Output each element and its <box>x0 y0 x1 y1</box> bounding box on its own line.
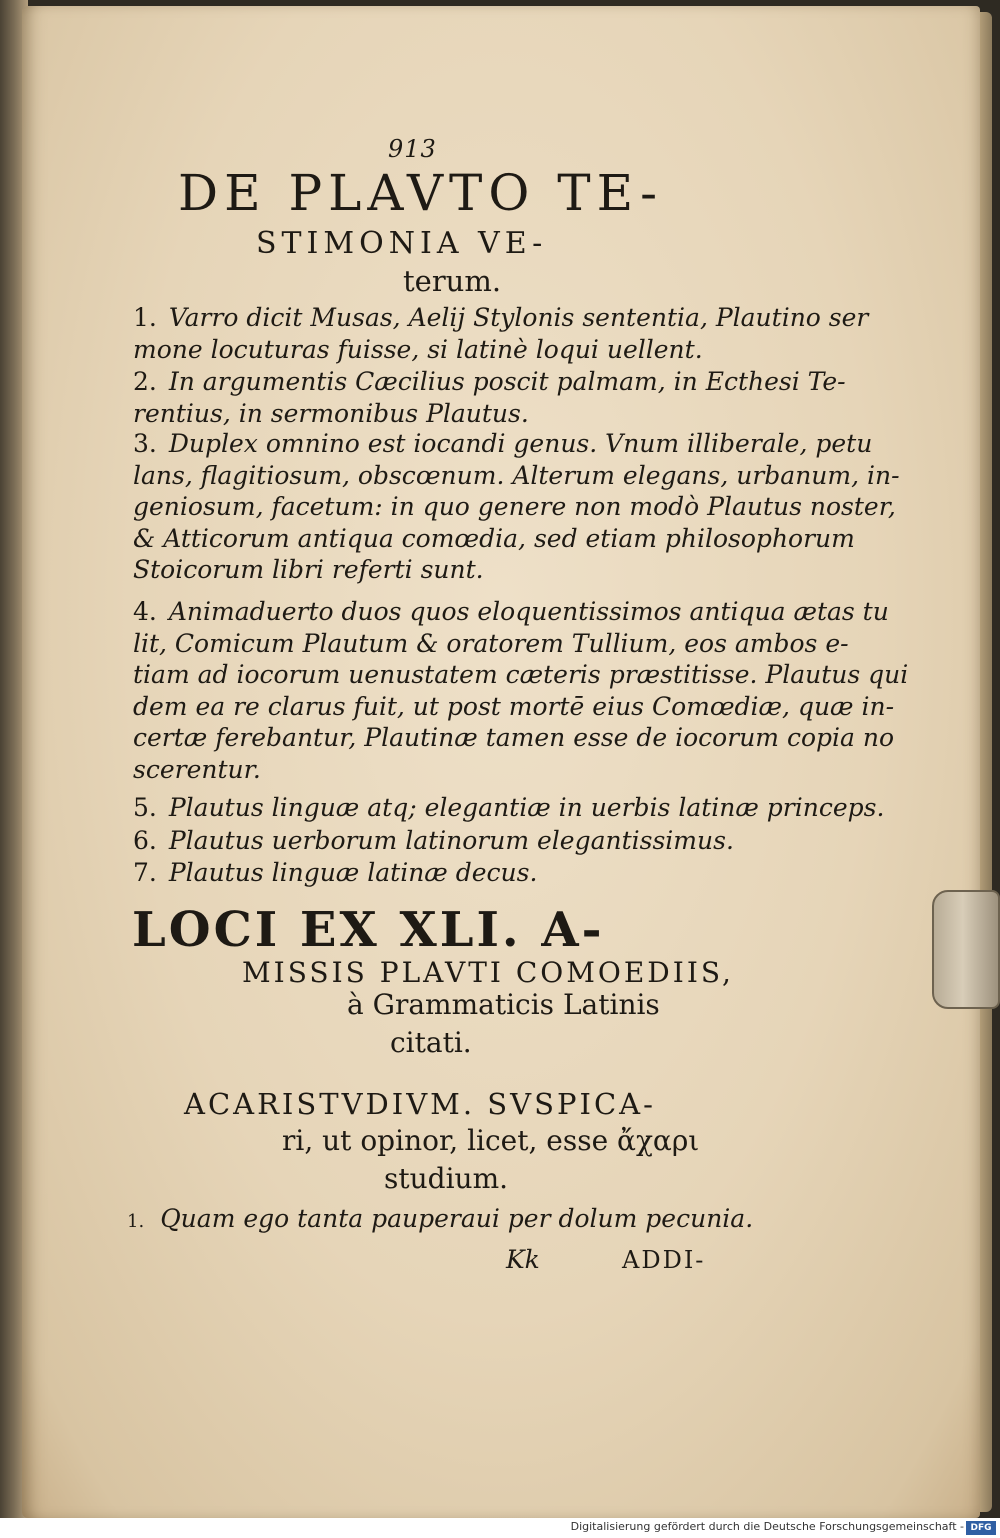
signature-mark: Kk <box>506 1245 540 1274</box>
testimonium-line: Plautus uerborum latinorum elegantissimus. <box>168 826 734 855</box>
quotation-number: 1. <box>127 1211 145 1232</box>
testimonium-6 <box>133 825 733 857</box>
testimonium-line: Varro dicit Musas, Aelij Stylonis sententia, Plautino ser <box>168 303 869 332</box>
testimonium-line: Duplex omnino est iocandi genus. Vnum illiberale, petu <box>168 429 873 458</box>
testimonium-number: 4. <box>133 597 157 626</box>
testimonium-line: certæ ferebantur, Plautinæ tamen esse de iocorum copia no <box>133 723 894 752</box>
testimonium-3 <box>133 428 900 586</box>
testimonium-number: 2. <box>133 367 157 396</box>
quotation-1 <box>127 1204 753 1233</box>
testimonium-line: tiam ad iocorum uenustatem cæteris præstitisse. Plautus qui <box>133 660 909 689</box>
testimonium-line: dem ea re clarus fuit, ut post mortē eius Comœdiæ, quæ in- <box>133 691 895 721</box>
testimonium-line: Plautus linguæ latinæ decus. <box>168 858 538 887</box>
testimonium-line: lans, flagitiosum, obscœnum. Alterum elegans, urbanum, in- <box>133 460 900 490</box>
page-number: 913 <box>388 135 437 163</box>
testimonium-line: Animaduerto duos quos eloquentissimos antiqua ætas tu <box>168 597 889 626</box>
testimonium-number: 6. <box>133 826 157 855</box>
testimonium-line: Plautus linguæ atq; elegantiæ in uerbis latinæ princeps. <box>168 793 885 822</box>
testimonium-number: 5. <box>133 793 157 822</box>
subheading-acaristudium: ACARISTVDIVM. SVSPICA- <box>184 1087 656 1121</box>
testimonium-number: 7. <box>133 858 157 887</box>
subheading-acaristudium-line-3: studium. <box>384 1162 509 1195</box>
funding-credit: Digitalisierung gefördert durch die Deutsche Forschungsgemeinschaft - <box>570 1520 964 1533</box>
testimonium-line: lit, Comicum Plautum & oratorem Tullium, eos ambos e- <box>133 628 849 658</box>
testimonium-line: rentius, in sermonibus Plautus. <box>133 398 529 428</box>
testimonium-line: mone locuturas fuisse, si latinè loqui uellent. <box>133 334 703 364</box>
section-heading-loci-line-4: citati. <box>390 1026 472 1059</box>
testimonium-5 <box>133 792 885 824</box>
testimonium-2 <box>133 366 846 429</box>
heading-line-2: STIMONIA VE- <box>256 226 548 261</box>
testimonium-7 <box>133 857 733 889</box>
catchword: ADDI- <box>622 1246 706 1274</box>
testimonium-line: In argumentis Cæcilius poscit palmam, in Ecthesi Te- <box>168 367 846 396</box>
testimonium-number: 1. <box>133 303 157 332</box>
section-heading-loci-line-3: à Grammaticis Latinis <box>347 988 660 1021</box>
testimonium-line: scerentur. <box>133 754 261 784</box>
section-heading-loci-line-2: MISSIS PLAVTI COMOEDIIS, <box>242 956 734 989</box>
dfg-logo: DFG <box>966 1521 996 1535</box>
testimonium-line: & Atticorum antiqua comœdia, sed etiam philosophorum <box>133 523 855 553</box>
heading-line-3: terum. <box>403 264 502 298</box>
quotation-text: Quam ego tanta pauperaui per dolum pecunia. <box>160 1204 754 1233</box>
testimonium-1 <box>133 302 869 365</box>
testimonium-line: Stoicorum libri referti sunt. <box>133 555 484 584</box>
page-tab-marker <box>932 890 1000 1009</box>
section-heading-loci: LOCI EX XLI. A- <box>132 902 605 958</box>
subheading-acaristudium-line-2: ri, ut opinor, licet, esse ἄχαρι <box>282 1124 700 1157</box>
testimonium-number: 3. <box>133 429 157 458</box>
testimonium-line: geniosum, facetum: in quo genere non modò Plautus noster, <box>133 492 896 521</box>
testimonium-4 <box>133 596 909 785</box>
heading-line-1: DE PLAVTO TE- <box>178 164 663 222</box>
